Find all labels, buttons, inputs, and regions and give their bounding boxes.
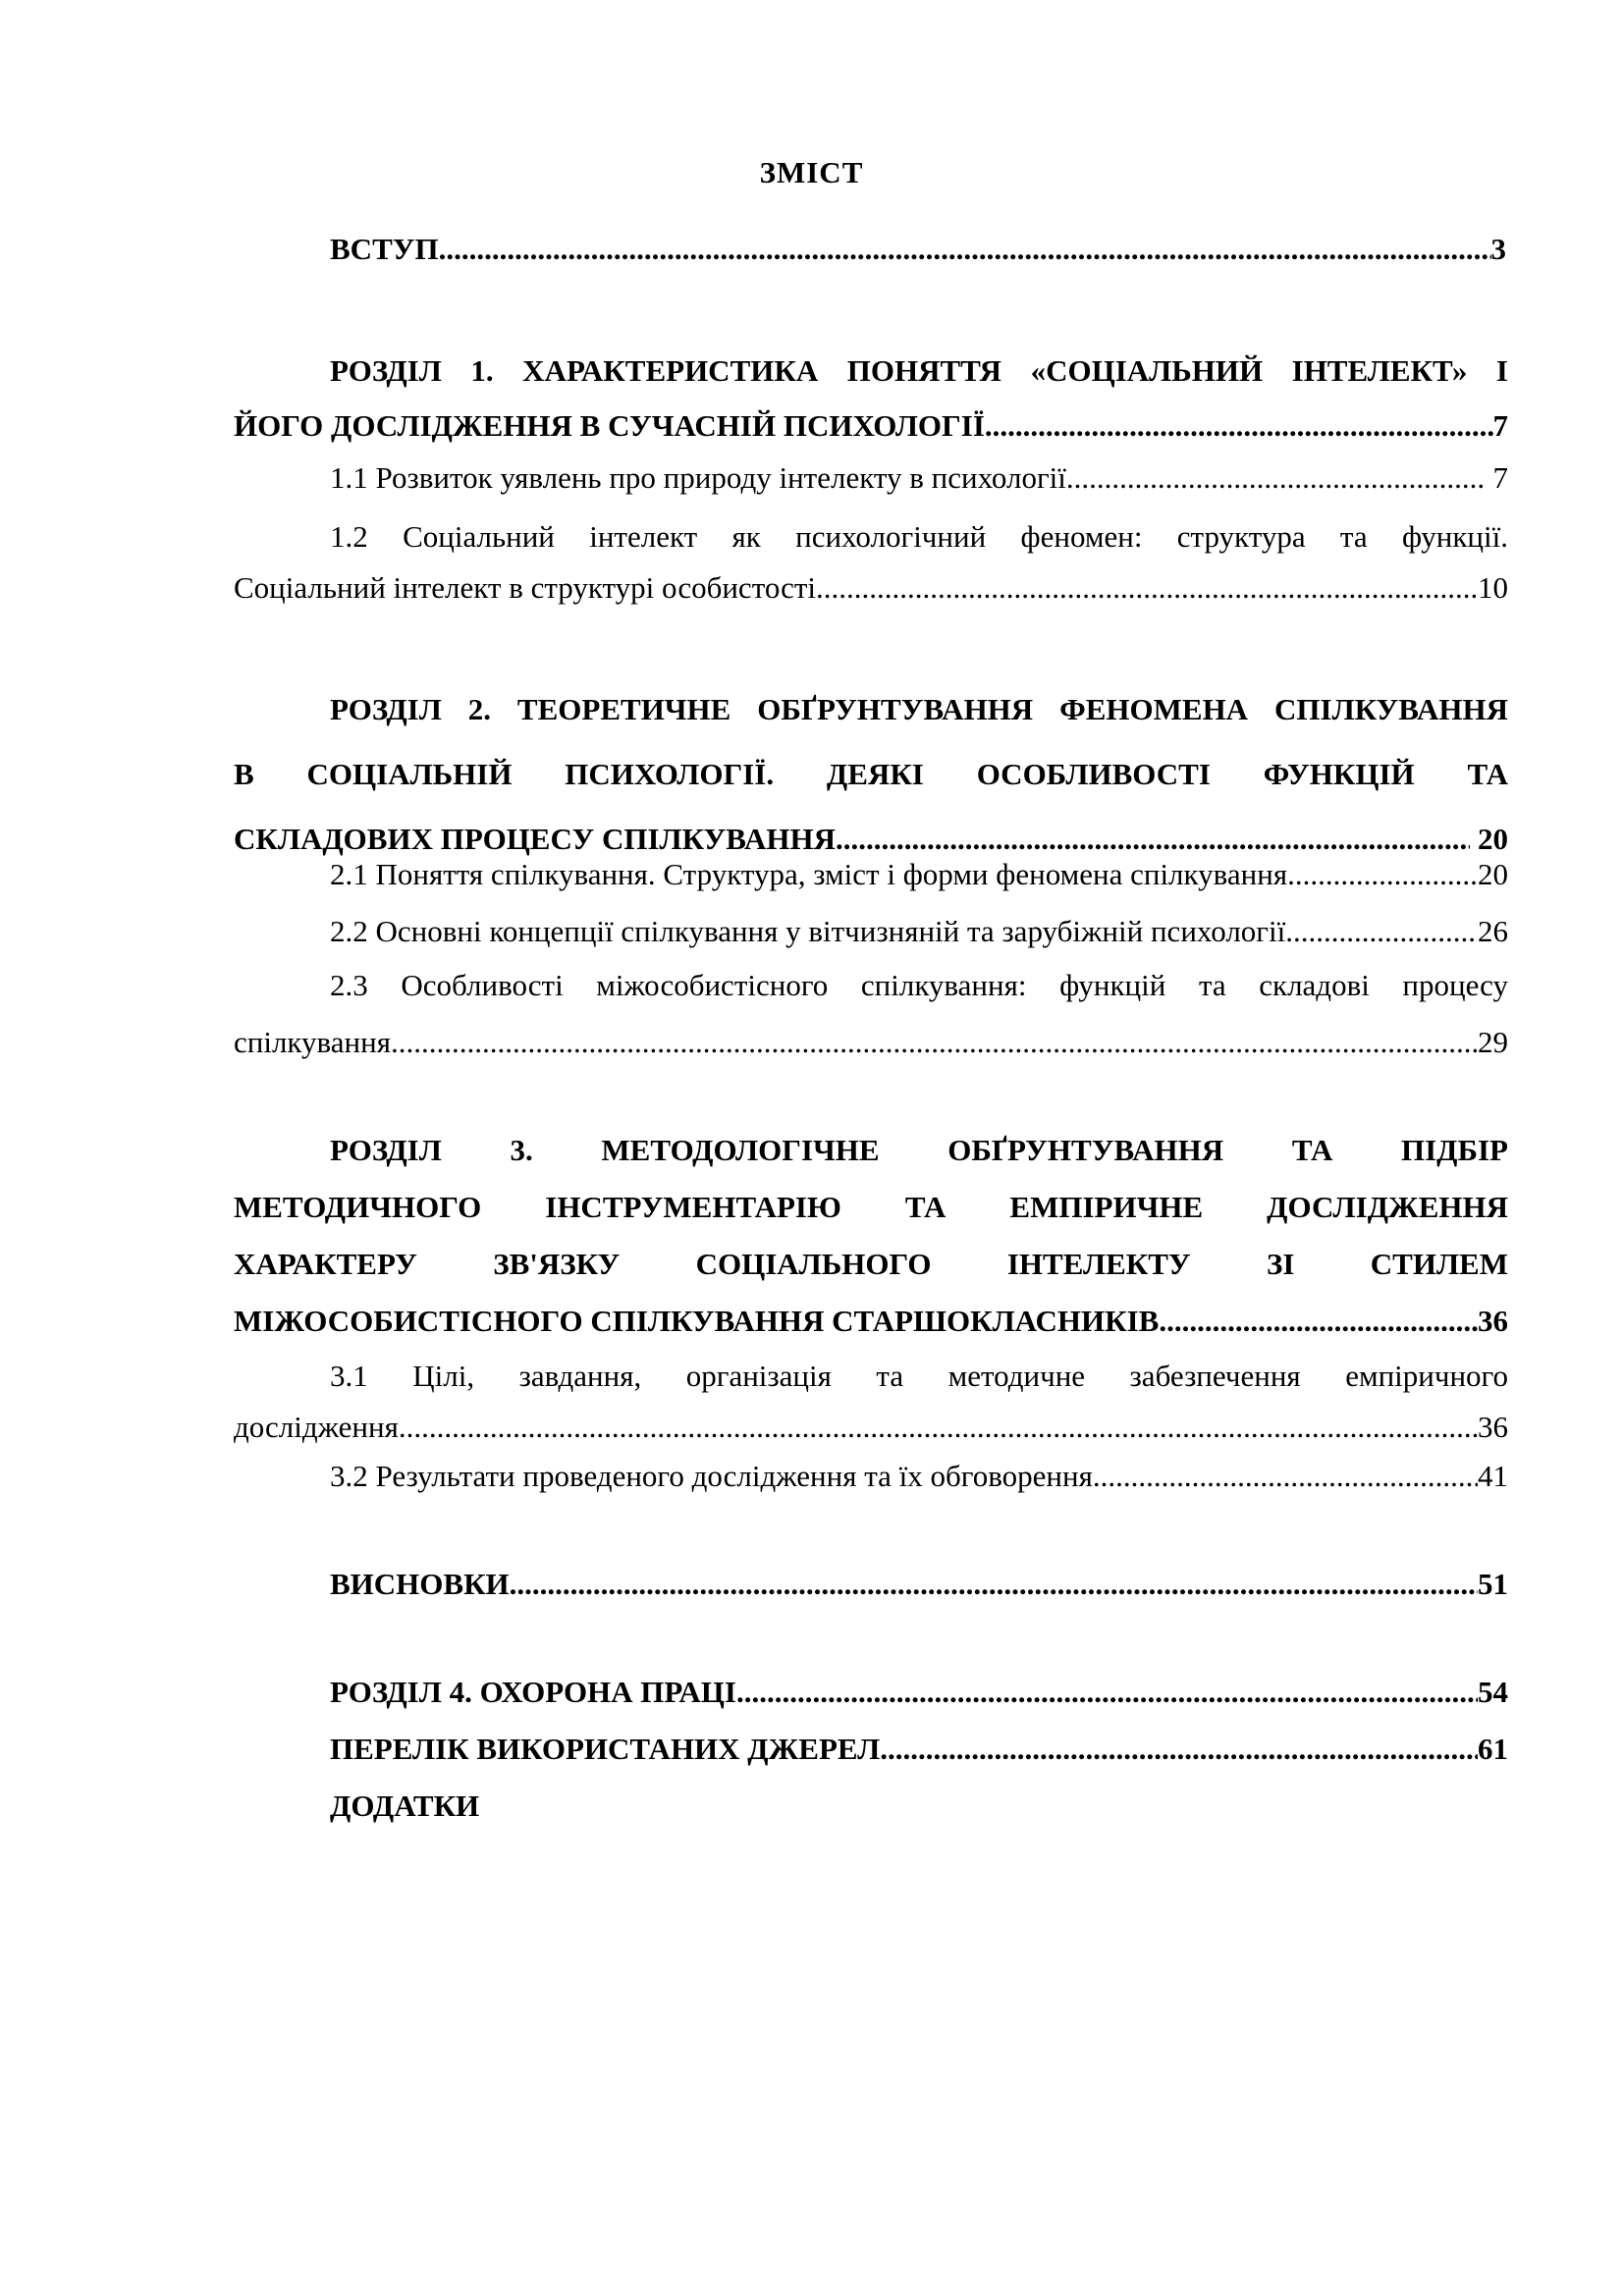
toc-page-number: 10	[1478, 570, 1508, 605]
toc-entry-label: ВСТУП	[330, 232, 439, 266]
toc-entry-label: 3.2 Результати проведеного дослідження та їх обговорення	[330, 1459, 1093, 1493]
toc-page-number: 36	[1478, 1410, 1508, 1444]
dot-leader	[736, 1675, 1478, 1710]
dot-leader	[391, 1014, 1478, 1071]
toc-entry-label: Соціальний інтелект в структурі особистості	[234, 570, 817, 605]
dot-leader	[1066, 460, 1486, 496]
toc-page-number: 26	[1478, 914, 1508, 948]
toc-entry-appendices[interactable]	[330, 1789, 1508, 1824]
dot-leader	[816, 562, 1478, 614]
toc-page-number: 36	[1478, 1304, 1508, 1338]
toc-entry-references[interactable]	[330, 1732, 1508, 1767]
toc-entry-label: МІЖОСОБИСТІСНОГО СПІЛКУВАННЯ СТАРШОКЛАСНИКІВ	[234, 1304, 1160, 1338]
toc-entry-chapter-2[interactable]	[234, 677, 1508, 872]
toc-page-number: 7	[1492, 408, 1508, 443]
toc-page-number: 20	[1478, 857, 1508, 891]
toc-entry-chapter-4[interactable]	[330, 1675, 1508, 1710]
toc-entry-label: спілкування	[234, 1025, 391, 1059]
toc-entry-3-2[interactable]	[330, 1459, 1508, 1494]
toc-entry-conclusions[interactable]	[330, 1567, 1508, 1602]
dot-leader	[510, 1567, 1478, 1602]
toc-entry-label: СКЛАДОВИХ ПРОЦЕСУ СПІЛКУВАННЯ	[234, 822, 836, 856]
toc-entry-line: МЕТОДИЧНОГО ІНСТРУМЕНТАРІЮ ТА ЕМПІРИЧНЕ ДОСЛІДЖЕННЯ	[234, 1190, 1508, 1224]
toc-entry-label: 2.1 Поняття спілкування. Структура, зміст і форми феномена спілкування	[330, 857, 1288, 891]
toc-page-number: 29	[1478, 1025, 1508, 1059]
toc-entry-3-1[interactable]	[234, 1351, 1508, 1453]
toc-title: ЗМІСТ	[759, 155, 864, 189]
toc-entry-1-1[interactable]	[330, 460, 1508, 496]
dot-leader	[399, 1402, 1478, 1453]
toc-entry-label: ЙОГО ДОСЛІДЖЕННЯ В СУЧАСНІЙ ПСИХОЛОГІЇ	[234, 408, 985, 443]
dot-leader	[439, 232, 1491, 267]
toc-page-number: 51	[1478, 1567, 1508, 1601]
dot-leader	[1285, 914, 1478, 949]
toc-entry-2-1[interactable]	[330, 857, 1508, 892]
toc-entry-label: дослідження	[234, 1410, 399, 1444]
toc-page-number: 7	[1485, 460, 1508, 495]
dot-leader	[880, 1732, 1478, 1767]
toc-page-number: 41	[1478, 1459, 1508, 1493]
toc-entry-line: 3.1 Цілі, завдання, організація та методичне забезпечення емпіричного	[330, 1359, 1508, 1393]
toc-page-number: 61	[1478, 1732, 1508, 1766]
dot-leader	[985, 399, 1493, 454]
toc-entry-chapter-3[interactable]	[234, 1122, 1508, 1350]
toc-entry-2-3[interactable]	[234, 957, 1508, 1071]
toc-entry-line: 2.3 Особливості міжособистісного спілкування: функцій та складові процесу	[330, 968, 1508, 1002]
toc-entry-label: РОЗДІЛ 4. ОХОРОНА ПРАЦІ	[330, 1675, 736, 1709]
toc-entry-line: В СОЦІАЛЬНІЙ ПСИХОЛОГІЇ. ДЕЯКІ ОСОБЛИВОСТІ ФУНКЦІЙ ТА	[234, 757, 1508, 791]
dot-leader	[1159, 1293, 1478, 1350]
toc-entry-line: 1.2 Соціальний інтелект як психологічний феномен: структура та функції.	[330, 519, 1508, 554]
toc-entry-vstup[interactable]	[330, 232, 1506, 267]
toc-entry-line: РОЗДІЛ 1. ХАРАКТЕРИСТИКА ПОНЯТТЯ «СОЦІАЛЬНИЙ ІНТЕЛЕКТ» І	[330, 353, 1508, 388]
toc-entry-1-2[interactable]	[234, 511, 1508, 614]
toc-entry-label: ПЕРЕЛІК ВИКОРИСТАНИХ ДЖЕРЕЛ	[330, 1732, 881, 1766]
toc-entry-line: РОЗДІЛ 3. МЕТОДОЛОГІЧНЕ ОБҐРУНТУВАННЯ ТА ПІДБІР	[330, 1133, 1508, 1167]
toc-entry-label: ВИСНОВКИ	[330, 1567, 510, 1601]
toc-entry-label: 2.2 Основні концепції спілкування у вітчизняній та зарубіжній психології	[330, 914, 1286, 948]
dot-leader	[1287, 857, 1478, 892]
toc-entry-label: ДОДАТКИ	[330, 1789, 480, 1823]
toc-entry-line: РОЗДІЛ 2. ТЕОРЕТИЧНЕ ОБҐРУНТУВАННЯ ФЕНОМЕНА СПІЛКУВАННЯ	[330, 692, 1508, 726]
dot-leader	[1093, 1459, 1478, 1494]
toc-page-number: 20	[1470, 822, 1508, 856]
toc-entry-line: ХАРАКТЕРУ ЗВ'ЯЗКУ СОЦІАЛЬНОГО ІНТЕЛЕКТУ ЗІ СТИЛЕМ	[234, 1247, 1508, 1281]
toc-page-number: 54	[1478, 1675, 1508, 1709]
toc-entry-label: 1.1 Розвиток уявлень про природу інтелекту в психології	[330, 460, 1066, 495]
toc-entry-2-2[interactable]	[330, 914, 1508, 949]
toc-page-number: 3	[1490, 232, 1506, 266]
toc-entry-chapter-1[interactable]	[234, 344, 1508, 454]
